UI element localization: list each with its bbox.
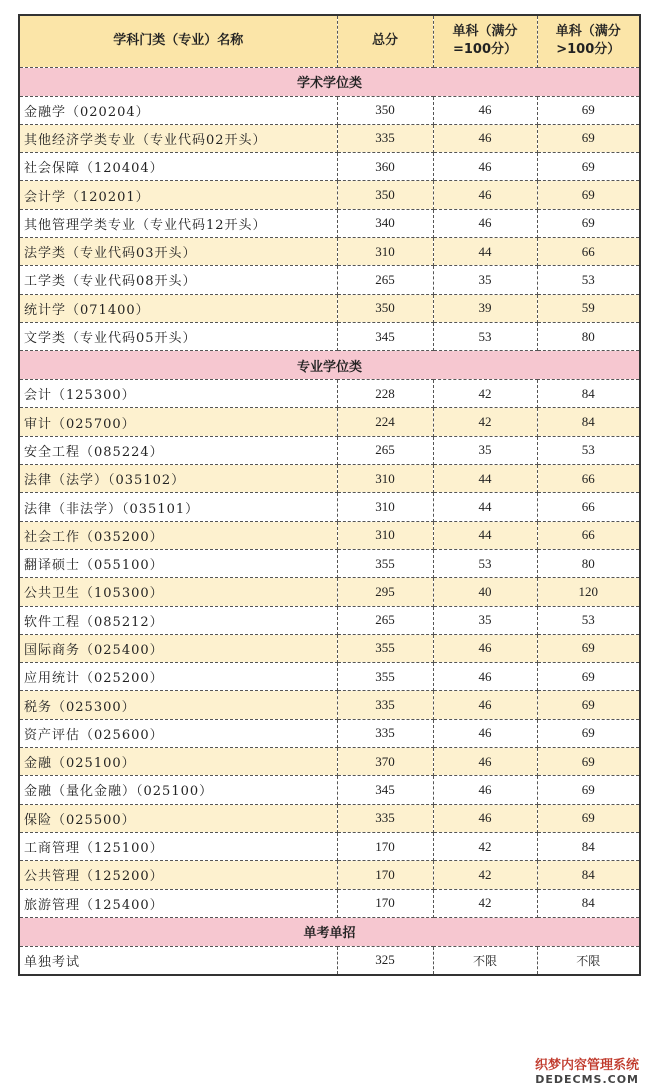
cell-single-over-100: 69	[537, 153, 640, 181]
cell-major-name: 金融（量化金融）（025100）	[19, 776, 337, 804]
cell-total-score: 350	[337, 294, 433, 322]
table-row	[19, 408, 640, 436]
cell-major-name: 税务（025300）	[19, 691, 337, 719]
header-single-subject-over-100: 单科（满分>100分）	[537, 15, 640, 67]
cell-single-100: 44	[433, 493, 537, 521]
cell-major-name: 法律（非法学）（035101）	[19, 493, 337, 521]
cell-total-score: 310	[337, 237, 433, 265]
score-table	[18, 14, 641, 976]
cell-single-over-100: 84	[537, 380, 640, 408]
cell-total-score: 335	[337, 124, 433, 152]
cell-major-name: 审计（025700）	[19, 408, 337, 436]
cell-single-100: 40	[433, 578, 537, 606]
cell-major-name: 金融（025100）	[19, 748, 337, 776]
cell-total-score: 170	[337, 832, 433, 860]
table-row	[19, 153, 640, 181]
cell-total-score: 335	[337, 804, 433, 832]
cell-total-score: 355	[337, 634, 433, 662]
cell-total-score: 325	[337, 946, 433, 974]
section-header-row	[19, 351, 640, 380]
cell-major-name: 文学类（专业代码05开头）	[19, 322, 337, 350]
table-body	[19, 67, 640, 975]
cell-total-score: 345	[337, 776, 433, 804]
header-total-score: 总分	[337, 15, 433, 67]
table-row	[19, 465, 640, 493]
cell-major-name: 保险（025500）	[19, 804, 337, 832]
cell-single-100: 42	[433, 408, 537, 436]
cell-single-100: 46	[433, 124, 537, 152]
cell-single-100: 42	[433, 889, 537, 917]
cell-total-score: 370	[337, 748, 433, 776]
table-row	[19, 663, 640, 691]
table-row	[19, 124, 640, 152]
cell-major-name: 社会保障（120404）	[19, 153, 337, 181]
cell-single-over-100: 53	[537, 436, 640, 464]
cell-single-over-100: 69	[537, 719, 640, 747]
table-row	[19, 634, 640, 662]
cell-major-name: 会计学（120201）	[19, 181, 337, 209]
cell-total-score: 265	[337, 266, 433, 294]
table-row	[19, 578, 640, 606]
cell-single-100: 46	[433, 634, 537, 662]
cell-total-score: 350	[337, 181, 433, 209]
cell-single-100: 46	[433, 719, 537, 747]
cell-single-over-100: 84	[537, 408, 640, 436]
cell-single-over-100: 66	[537, 493, 640, 521]
cell-single-over-100: 69	[537, 96, 640, 124]
cell-single-over-100: 66	[537, 237, 640, 265]
table-row	[19, 237, 640, 265]
cell-total-score: 340	[337, 209, 433, 237]
header-major-name: 学科门类（专业）名称	[19, 15, 337, 67]
cell-single-100: 53	[433, 322, 537, 350]
cell-single-100: 35	[433, 436, 537, 464]
cell-total-score: 265	[337, 436, 433, 464]
table-row	[19, 804, 640, 832]
cell-single-over-100: 80	[537, 322, 640, 350]
cell-major-name: 翻译硕士（055100）	[19, 549, 337, 577]
table-header	[19, 15, 640, 67]
cell-total-score: 310	[337, 493, 433, 521]
cell-total-score: 170	[337, 889, 433, 917]
cell-single-100: 35	[433, 606, 537, 634]
cell-single-100: 42	[433, 832, 537, 860]
cell-single-over-100: 69	[537, 209, 640, 237]
table-row	[19, 606, 640, 634]
cell-single-100: 46	[433, 181, 537, 209]
cell-total-score: 350	[337, 96, 433, 124]
cell-major-name: 社会工作（035200）	[19, 521, 337, 549]
header-row	[19, 15, 640, 67]
cell-total-score: 355	[337, 663, 433, 691]
cell-single-100: 46	[433, 776, 537, 804]
cell-major-name: 工学类（专业代码08开头）	[19, 266, 337, 294]
table-row	[19, 181, 640, 209]
cell-single-over-100: 84	[537, 889, 640, 917]
cell-major-name: 法学类（专业代码03开头）	[19, 237, 337, 265]
cell-single-over-100: 84	[537, 861, 640, 889]
section-title: 单考单招	[19, 917, 640, 946]
cell-single-100: 不限	[433, 946, 537, 974]
cell-total-score: 355	[337, 549, 433, 577]
cell-major-name: 应用统计（025200）	[19, 663, 337, 691]
table-row	[19, 861, 640, 889]
table-row	[19, 436, 640, 464]
cell-single-over-100: 69	[537, 634, 640, 662]
table-row	[19, 549, 640, 577]
cell-major-name: 其他管理学类专业（专业代码12开头）	[19, 209, 337, 237]
cell-single-over-100: 53	[537, 606, 640, 634]
cell-single-over-100: 不限	[537, 946, 640, 974]
table-row	[19, 209, 640, 237]
cell-major-name: 安全工程（085224）	[19, 436, 337, 464]
cell-major-name: 国际商务（025400）	[19, 634, 337, 662]
watermark-line2: DEDECMS.COM	[535, 1073, 639, 1086]
cell-major-name: 会计（125300）	[19, 380, 337, 408]
cell-single-over-100: 120	[537, 578, 640, 606]
cell-single-over-100: 69	[537, 663, 640, 691]
cell-major-name: 法律（法学）（035102）	[19, 465, 337, 493]
cell-single-over-100: 53	[537, 266, 640, 294]
cell-single-100: 53	[433, 549, 537, 577]
section-header-row	[19, 67, 640, 96]
cell-single-over-100: 59	[537, 294, 640, 322]
table-row	[19, 832, 640, 860]
section-header-row	[19, 917, 640, 946]
watermark-line1: 织梦内容管理系统	[534, 1058, 639, 1073]
cell-single-over-100: 80	[537, 549, 640, 577]
cell-total-score: 335	[337, 691, 433, 719]
cell-single-over-100: 69	[537, 124, 640, 152]
header-single-subject-100: 单科（满分=100分）	[433, 15, 537, 67]
table-row	[19, 493, 640, 521]
table-row	[19, 776, 640, 804]
table-row	[19, 96, 640, 124]
cell-single-over-100: 66	[537, 521, 640, 549]
cell-total-score: 345	[337, 322, 433, 350]
cell-major-name: 公共管理（125200）	[19, 861, 337, 889]
cell-single-100: 46	[433, 748, 537, 776]
cell-total-score: 310	[337, 465, 433, 493]
table-row	[19, 266, 640, 294]
cell-major-name: 其他经济学类专业（专业代码02开头）	[19, 124, 337, 152]
cell-single-100: 39	[433, 294, 537, 322]
cell-single-100: 46	[433, 663, 537, 691]
cell-single-100: 42	[433, 380, 537, 408]
cell-major-name: 工商管理（125100）	[19, 832, 337, 860]
cell-major-name: 单独考试	[19, 946, 337, 974]
cell-single-over-100: 69	[537, 776, 640, 804]
cell-single-over-100: 69	[537, 748, 640, 776]
cell-single-over-100: 84	[537, 832, 640, 860]
table-row	[19, 521, 640, 549]
table-row	[19, 294, 640, 322]
cell-single-100: 44	[433, 521, 537, 549]
section-title: 专业学位类	[19, 351, 640, 380]
cell-total-score: 310	[337, 521, 433, 549]
table-row	[19, 322, 640, 350]
table-row	[19, 889, 640, 917]
cell-total-score: 265	[337, 606, 433, 634]
cell-total-score: 360	[337, 153, 433, 181]
cell-major-name: 公共卫生（105300）	[19, 578, 337, 606]
cell-single-100: 46	[433, 96, 537, 124]
cell-major-name: 旅游管理（125400）	[19, 889, 337, 917]
cell-total-score: 170	[337, 861, 433, 889]
cell-total-score: 228	[337, 380, 433, 408]
cell-total-score: 224	[337, 408, 433, 436]
cell-single-100: 44	[433, 237, 537, 265]
cell-major-name: 软件工程（085212）	[19, 606, 337, 634]
cell-single-over-100: 69	[537, 181, 640, 209]
cell-single-100: 46	[433, 153, 537, 181]
cell-single-100: 46	[433, 804, 537, 832]
cell-single-over-100: 69	[537, 804, 640, 832]
table-row	[19, 380, 640, 408]
cell-major-name: 统计学（071400）	[19, 294, 337, 322]
cell-total-score: 335	[337, 719, 433, 747]
section-title: 学术学位类	[19, 67, 640, 96]
cell-single-100: 35	[433, 266, 537, 294]
table-row	[19, 719, 640, 747]
table-row	[19, 946, 640, 974]
cell-single-over-100: 69	[537, 691, 640, 719]
cell-single-100: 46	[433, 209, 537, 237]
watermark	[535, 1054, 639, 1086]
cell-single-100: 44	[433, 465, 537, 493]
cell-total-score: 295	[337, 578, 433, 606]
cell-single-over-100: 66	[537, 465, 640, 493]
table-row	[19, 691, 640, 719]
cell-single-100: 42	[433, 861, 537, 889]
cell-single-100: 46	[433, 691, 537, 719]
table-row	[19, 748, 640, 776]
cell-major-name: 金融学（020204）	[19, 96, 337, 124]
cell-major-name: 资产评估（025600）	[19, 719, 337, 747]
